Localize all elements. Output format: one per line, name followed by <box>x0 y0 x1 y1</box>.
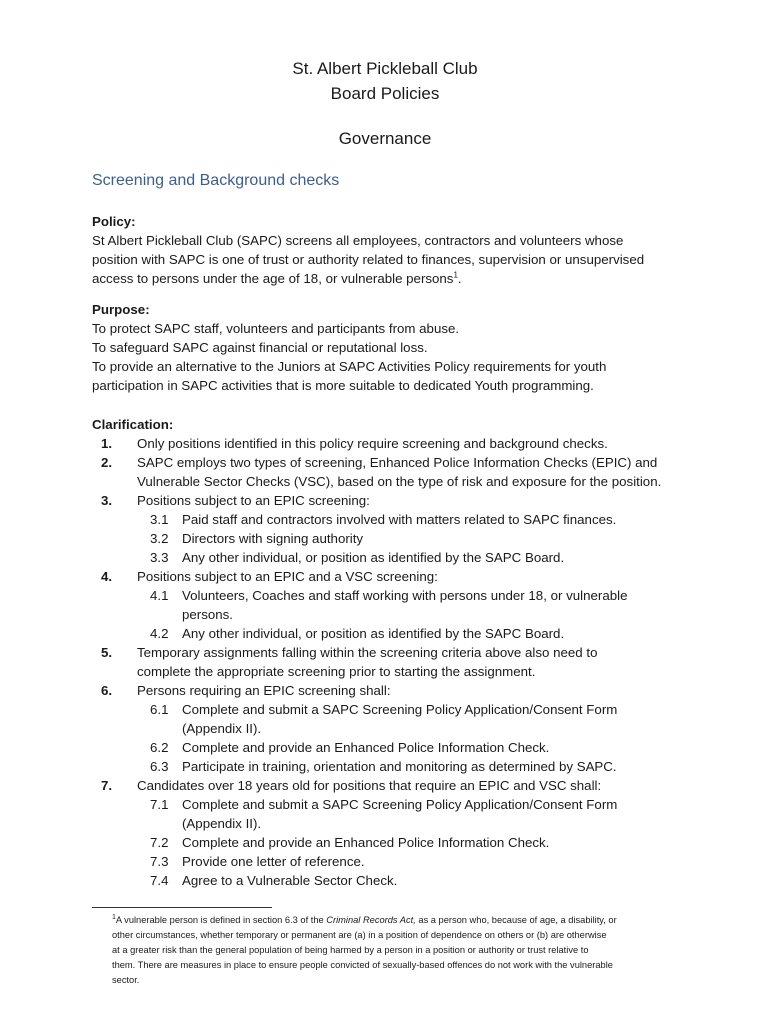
item-number: 2. <box>101 455 113 470</box>
subitem-number: 6.3 <box>150 759 169 774</box>
subitem-text: (Appendix II). <box>182 721 262 736</box>
clarification-subitem <box>92 529 692 548</box>
clarification-label: Clarification: <box>92 417 174 432</box>
subitem-text: Any other individual, or position as identified by the SAPC Board. <box>182 550 565 565</box>
subitem-number: 4.1 <box>150 588 169 603</box>
subitem-text: persons. <box>182 607 233 622</box>
purpose-line: To safeguard SAPC against financial or reputational loss. <box>92 340 428 355</box>
subitem-number: 7.2 <box>150 835 169 850</box>
item-text: Vulnerable Sector Checks (VSC), based on the type of risk and exposure for the position. <box>137 474 662 489</box>
title-block <box>0 56 770 151</box>
subitem-number: 7.1 <box>150 797 169 812</box>
policy-body <box>92 212 692 890</box>
subitem-number: 6.2 <box>150 740 169 755</box>
subitem-text: Complete and submit a SAPC Screening Policy Application/Consent Form <box>182 702 618 717</box>
subitem-number: 4.2 <box>150 626 169 641</box>
subitem-text: (Appendix II). <box>182 816 262 831</box>
item-number: 5. <box>101 645 113 660</box>
clarification-item <box>92 776 692 890</box>
clarification-list <box>92 434 692 890</box>
item-number: 3. <box>101 493 113 508</box>
clarification-item <box>92 453 692 491</box>
clarification-subitem <box>92 586 692 624</box>
clarification-item <box>92 643 692 681</box>
item-text: Temporary assignments falling within the screening criteria above also need to <box>137 645 598 660</box>
item-number: 6. <box>101 683 113 698</box>
clarification-subitem <box>92 871 692 890</box>
policy-line: position with SAPC is one of trust or authority related to finances, supervision or unsupervised <box>92 252 645 267</box>
clarification-subitem <box>92 510 692 529</box>
subitem-text: Volunteers, Coaches and staff working with persons under 18, or vulnerable <box>182 588 628 603</box>
subitem-number: 7.3 <box>150 854 169 869</box>
footnote-reference[interactable]: 1 <box>453 270 458 280</box>
footnote <box>112 913 682 988</box>
item-text: Only positions identified in this policy require screening and background checks. <box>137 436 608 451</box>
footnote-divider <box>92 907 272 908</box>
club-name: St. Albert Pickleball Club <box>292 59 478 78</box>
policy-line-end: . <box>457 271 462 286</box>
document-title: Board Policies <box>330 84 440 103</box>
clarification-subitem <box>92 548 692 567</box>
subitem-text: Complete and provide an Enhanced Police Information Check. <box>182 835 550 850</box>
clarification-section <box>92 415 692 890</box>
item-text: Persons requiring an EPIC screening shall: <box>137 683 391 698</box>
subitem-number: 3.2 <box>150 531 169 546</box>
purpose-paragraph <box>92 300 692 395</box>
clarification-subitem <box>92 795 692 833</box>
clarification-item <box>92 567 692 643</box>
purpose-line: To protect SAPC staff, volunteers and participants from abuse. <box>92 321 460 336</box>
act-name: Criminal Records Act, <box>326 915 416 925</box>
item-number: 4. <box>101 569 113 584</box>
policy-line-text: access to persons under the age of 18, or vulnerable persons <box>92 271 454 286</box>
subitem-text: Complete and provide an Enhanced Police Information Check. <box>182 740 550 755</box>
clarification-item <box>92 434 692 453</box>
subitem-text: Paid staff and contractors involved with matters related to SAPC finances. <box>182 512 617 527</box>
item-text: SAPC employs two types of screening, Enhanced Police Information Checks (EPIC) and <box>137 455 658 470</box>
policy-paragraph <box>92 212 692 288</box>
subitem-text: Any other individual, or position as identified by the SAPC Board. <box>182 626 565 641</box>
subitem-text: Participate in training, orientation and monitoring as determined by SAPC. <box>182 759 617 774</box>
footnote-line: other circumstances, whether temporary or permanent are (a) in a position of dependence on others or (b) are otherwise <box>112 930 607 940</box>
clarification-subitem <box>92 852 692 871</box>
clarification-subitem <box>92 757 692 776</box>
footnote-marker: 1 <box>112 913 116 921</box>
subitem-text: Provide one letter of reference. <box>182 854 365 869</box>
clarification-subitem <box>92 738 692 757</box>
subitem-number: 3.3 <box>150 550 169 565</box>
footnote-line: them. There are measures in place to ensure people convicted of sexually-based offences do not work with the vulnerable <box>112 960 613 970</box>
item-text: Positions subject to an EPIC and a VSC screening: <box>137 569 438 584</box>
section-title: Governance <box>338 129 432 148</box>
subitem-text: Directors with signing authority <box>182 531 364 546</box>
clarification-subitem <box>92 833 692 852</box>
purpose-line: participation in SAPC activities that is more suitable to dedicated Youth programming. <box>92 378 594 393</box>
clarification-subitem <box>92 700 692 738</box>
policy-line: St Albert Pickleball Club (SAPC) screens all employees, contractors and volunteers whose <box>92 233 624 248</box>
subitem-number: 7.4 <box>150 873 169 888</box>
footnote-line: at a greater risk than the general population of being harmed by a person in a position or authority or trust relative to <box>112 945 589 955</box>
purpose-label: Purpose: <box>92 302 150 317</box>
item-number: 1. <box>101 436 113 451</box>
footnote-line <box>112 913 682 928</box>
clarification-item <box>92 491 692 567</box>
subitem-text: Complete and submit a SAPC Screening Policy Application/Consent Form <box>182 797 618 812</box>
subitem-number: 6.1 <box>150 702 169 717</box>
subitem-text: Agree to a Vulnerable Sector Check. <box>182 873 398 888</box>
item-number: 7. <box>101 778 113 793</box>
footnote-text: A vulnerable person is defined in section 6.3 of the <box>115 915 327 925</box>
item-text: complete the appropriate screening prior to starting the assignment. <box>137 664 536 679</box>
item-text: Positions subject to an EPIC screening: <box>137 493 370 508</box>
clarification-subitem <box>92 624 692 643</box>
clarification-item <box>92 681 692 776</box>
subitem-number: 3.1 <box>150 512 169 527</box>
policy-label: Policy: <box>92 214 136 229</box>
item-text: Candidates over 18 years old for positions that require an EPIC and VSC shall: <box>137 778 602 793</box>
policy-heading: Screening and Background checks <box>92 172 340 189</box>
policy-line <box>92 269 692 288</box>
footnote-text: as a person who, because of age, a disability, or <box>415 915 617 925</box>
footnote-line: sector. <box>112 975 140 985</box>
purpose-line: To provide an alternative to the Juniors at SAPC Activities Policy requirements for youth <box>92 359 607 374</box>
